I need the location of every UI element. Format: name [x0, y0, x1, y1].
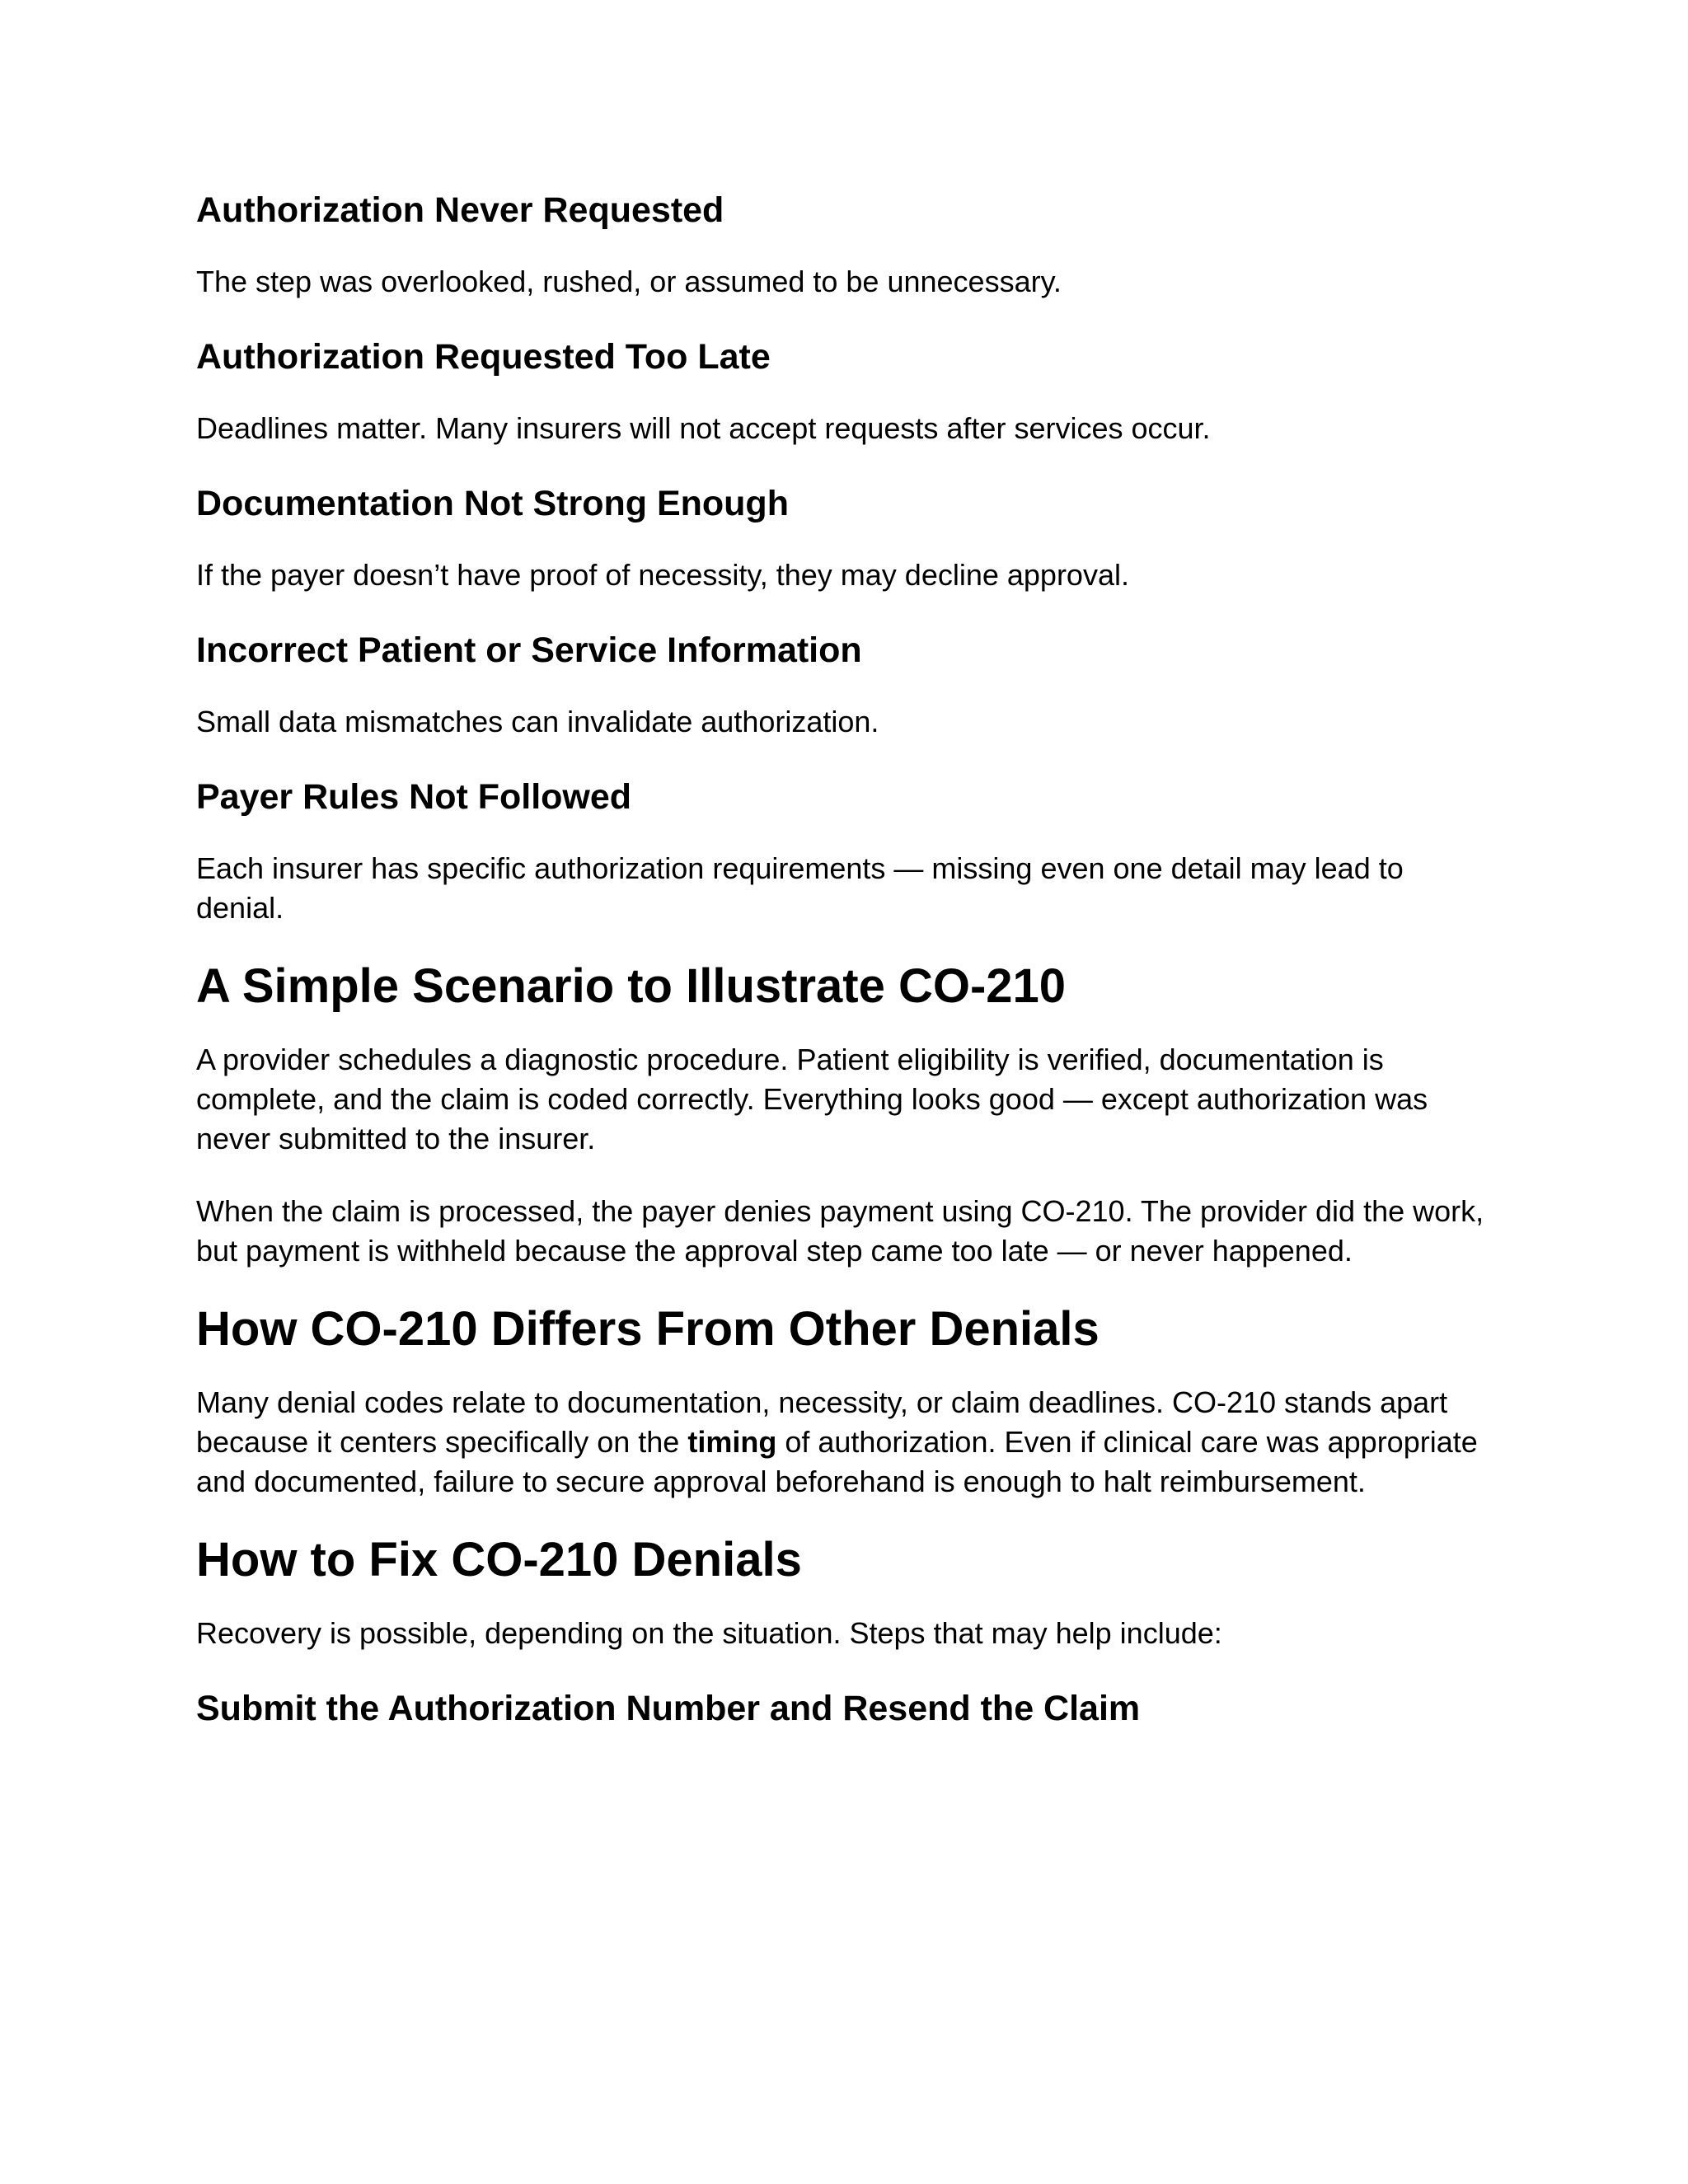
differs-text-after: of authorization. Even if clinical care was appropriate and documented, failure to secure approval beforehand is enough to halt reimbursement. — [196, 1425, 1478, 1498]
differs-text-before: Many denial codes relate to documentation, necessity, or claim deadlines. CO-210 stands apart because it centers specifically on the — [196, 1385, 1448, 1459]
fix-intro: Recovery is possible, depending on the situation. Steps that may help include: — [196, 1616, 1222, 1650]
section-body-never-requested: The step was overlooked, rushed, or assumed to be unnecessary. — [196, 265, 1062, 298]
section-body-payer-rules: Each insurer has specific authorization requirements — missing even one detail may lead to denial. — [196, 851, 1404, 925]
scenario-paragraph-1: A provider schedules a diagnostic procedure. Patient eligibility is verified, documentation is complete, and the claim is coded correctly. Everything looks good — except authorization was never submitted to the insurer. — [196, 1043, 1428, 1155]
section-heading-payer-rules: Payer Rules Not Followed — [196, 777, 632, 817]
scenario-paragraph-2: When the claim is processed, the payer denies payment using CO-210. The provider did the work, but payment is withheld because the approval step came too late — or never happened. — [196, 1194, 1484, 1268]
fix-subheading: Submit the Authorization Number and Resend the Claim — [196, 1689, 1141, 1728]
section-body-documentation: If the payer doesn’t have proof of necessity, they may decline approval. — [196, 558, 1129, 592]
section-heading-documentation: Documentation Not Strong Enough — [196, 484, 789, 523]
fix-heading: How to Fix CO-210 Denials — [196, 1533, 802, 1586]
section-body-too-late: Deadlines matter. Many insurers will not accept requests after services occur. — [196, 411, 1211, 445]
differs-bold-timing: timing — [687, 1425, 777, 1459]
differs-paragraph — [196, 1383, 1498, 1502]
section-heading-incorrect-info: Incorrect Patient or Service Information — [196, 630, 862, 670]
scenario-heading: A Simple Scenario to Illustrate CO-210 — [196, 959, 1067, 1013]
document-page — [196, 188, 1498, 1760]
differs-heading: How CO-210 Differs From Other Denials — [196, 1302, 1100, 1356]
section-heading-never-requested: Authorization Never Requested — [196, 190, 724, 230]
section-heading-too-late: Authorization Requested Too Late — [196, 337, 771, 377]
section-body-incorrect-info: Small data mismatches can invalidate authorization. — [196, 705, 879, 738]
